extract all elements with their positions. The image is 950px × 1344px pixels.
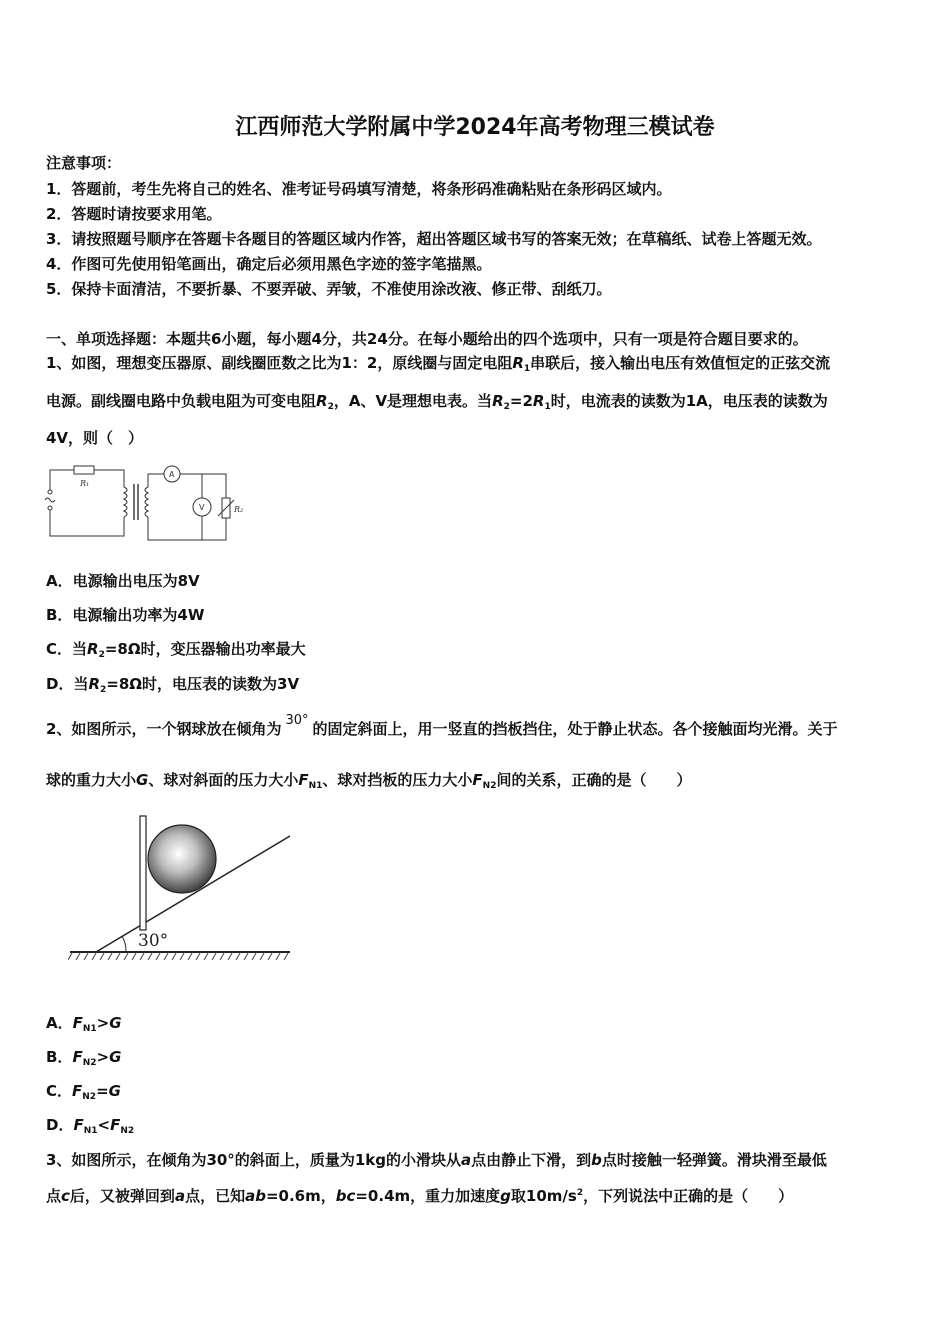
relation: > <box>96 1014 110 1032</box>
subscript: 2 <box>100 685 107 695</box>
q3-text: 点，已知 <box>185 1187 246 1205</box>
relation: < <box>97 1116 111 1134</box>
q1-line-1 <box>46 352 830 374</box>
incline-ball-figure <box>68 812 294 964</box>
subscript: 2 <box>98 650 105 660</box>
subscript: 2 <box>327 402 334 412</box>
option-text: =8Ω时，电压表的读数为3V <box>106 675 300 693</box>
q1-option-c <box>46 638 306 660</box>
q2-option-b <box>46 1046 121 1068</box>
subscript: N2 <box>120 1126 135 1136</box>
point-a: a <box>460 1151 472 1169</box>
r1-label: R₁ <box>80 479 90 488</box>
angle-value: 30° <box>285 713 309 728</box>
notice-item-4: 4．作图可先使用铅笔画出，确定后必须用黑色字迹的签字笔描黑。 <box>46 255 492 273</box>
q1-text: 1、如图，理想变压器原、副线圈匝数之比为1：2，原线圈与固定电阻 <box>46 354 513 372</box>
f-symbol: F <box>72 1048 83 1066</box>
point-c: c <box>61 1187 70 1205</box>
q3-text: =0.4m，重力加速度 <box>355 1187 501 1205</box>
f-symbol: F <box>73 1116 84 1134</box>
subscript: N2 <box>82 1092 97 1102</box>
q1-text: ，A、V是理想电表。当 <box>333 392 493 410</box>
q2-line-2 <box>46 769 691 791</box>
f-symbol: F <box>72 1082 83 1100</box>
q3-text: =0.6m， <box>265 1187 336 1205</box>
q1-option-a: A．电源输出电压为8V <box>46 572 200 590</box>
notice-item-2: 2．答题时请按要求用笔。 <box>46 205 222 223</box>
notice-heading: 注意事项： <box>46 154 122 172</box>
point-a: a <box>174 1187 186 1205</box>
r-symbol: R <box>88 675 101 693</box>
q2-option-d <box>46 1114 134 1136</box>
r-symbol: R <box>512 354 524 372</box>
f-symbol: F <box>472 771 483 789</box>
segment-ab: ab <box>245 1187 266 1205</box>
subscript: 1 <box>523 364 531 374</box>
g-symbol: G <box>109 1048 122 1066</box>
g-symbol: G <box>108 1082 121 1100</box>
relation: = <box>96 1082 109 1100</box>
f-symbol: F <box>72 1014 83 1032</box>
q1-text: 电源。副线圈电路中负载电阻为可变电阻 <box>46 392 317 410</box>
option-label: D． <box>46 1116 74 1134</box>
r-symbol: R <box>316 392 328 410</box>
section-heading: 一、单项选择题：本题共6小题，每小题4分，共24分。在每小题给出的四个选项中，只有一项是符合题目要求的。 <box>46 330 808 348</box>
q2-option-c <box>46 1080 121 1102</box>
r-symbol: R <box>87 640 99 658</box>
superscript: 2 <box>576 1188 584 1198</box>
q3-text: ，下列说法中正确的是（ ） <box>583 1187 794 1205</box>
subscript: N2 <box>82 1058 97 1068</box>
q3-text: 点由静止下滑，到 <box>471 1151 592 1169</box>
g-symbol: G <box>136 771 149 789</box>
notice-item-3: 3．请按照题号顺序在答题卡各题目的答题区域内作答，超出答题区域书写的答案无效；在草稿纸、试卷上答题无效。 <box>46 230 822 248</box>
ammeter-label: A <box>169 470 175 479</box>
subscript: N1 <box>308 781 323 791</box>
q2-text: 间的关系，正确的是（ ） <box>496 771 692 789</box>
point-b: b <box>591 1151 602 1169</box>
q1-line-2 <box>46 390 828 412</box>
q2-text: 球的重力大小 <box>46 771 137 789</box>
q2-text: 的固定斜面上，用一竖直的挡板挡住，处于静止状态。各个接触面均光滑。关于 <box>312 720 838 738</box>
subscript: 2 <box>503 402 510 412</box>
notice-item-1: 1．答题前，考生先将自己的姓名、准考证号码填写清楚，将条形码准确粘贴在条形码区域内。 <box>46 180 672 198</box>
q2-text: 、球对斜面的压力大小 <box>148 771 299 789</box>
q3-line-1 <box>46 1149 827 1170</box>
option-text: D．当 <box>46 675 89 693</box>
option-text: =8Ω时，变压器输出功率最大 <box>104 640 306 658</box>
subscript: N1 <box>83 1126 98 1136</box>
f-symbol: F <box>110 1116 121 1134</box>
q1-text: =2 <box>509 392 533 410</box>
subscript: N2 <box>482 781 497 791</box>
q1-option-b: B．电源输出功率为4W <box>46 606 205 624</box>
segment-bc: bc <box>335 1187 356 1205</box>
notice-item-5: 5．保持卡面清洁，不要折暴、不要弄破、弄皱，不准使用涂改液、修正带、刮纸刀。 <box>46 280 612 298</box>
q3-text: 点时接触一轻弹簧。滑块滑至最低 <box>601 1151 827 1169</box>
r2-label: R₂ <box>234 505 244 514</box>
g-symbol: g <box>500 1187 511 1205</box>
relation: > <box>96 1048 110 1066</box>
q3-text: 取10m/s <box>510 1187 577 1205</box>
q1-text: 串联后，接入输出电压有效值恒定的正弦交流 <box>530 354 831 372</box>
option-label: A． <box>46 1014 73 1032</box>
incline-angle-label: 30° <box>138 931 169 951</box>
q3-text: 点 <box>46 1187 62 1205</box>
r-symbol: R <box>532 392 545 410</box>
q2-text: 2、如图所示，一个钢球放在倾角为 <box>46 720 282 738</box>
q2-text: 、球对挡板的压力大小 <box>322 771 473 789</box>
q1-line-3: 4V，则（ ） <box>46 429 144 447</box>
page-title: 江西师范大学附属中学2024年高考物理三模试卷 <box>235 115 715 140</box>
subscript: N1 <box>82 1024 97 1034</box>
q3-text: 后，又被弹回到 <box>69 1187 175 1205</box>
q1-option-d <box>46 673 299 695</box>
f-symbol: F <box>298 771 309 789</box>
q3-text: 3、如图所示，在倾角为30°的斜面上，质量为1kg的小滑块从 <box>46 1151 461 1169</box>
voltmeter-label: V <box>199 503 205 512</box>
subscript: 1 <box>544 402 551 412</box>
option-label: B． <box>46 1048 73 1066</box>
q3-line-2 <box>46 1185 793 1206</box>
option-label: C． <box>46 1082 73 1100</box>
q2-line-1 <box>46 713 838 739</box>
q2-option-a <box>46 1012 122 1034</box>
option-text: C．当 <box>46 640 88 658</box>
transformer-circuit-figure <box>44 462 266 544</box>
q1-text: 时，电流表的读数为1A，电压表的读数为 <box>550 392 828 410</box>
r-symbol: R <box>492 392 504 410</box>
g-symbol: G <box>109 1014 122 1032</box>
